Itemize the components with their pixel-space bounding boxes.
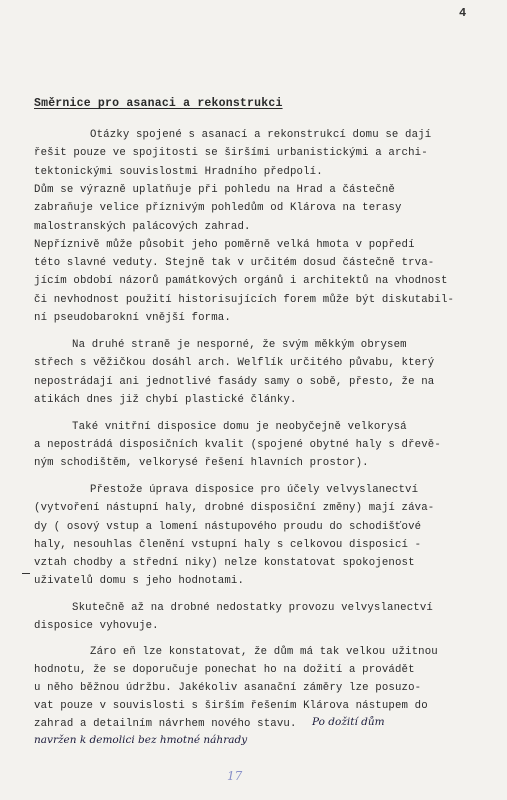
body-line: vat pouze v souvislosti s širším řešením Klárova nástupem do <box>34 700 428 712</box>
body-line: vztah chodby a střední niky) nelze konstatovat spokojenost <box>34 557 415 569</box>
body-line: uživatelů domu s jeho hodnotami. <box>34 575 245 587</box>
body-line: Přestože úprava disposice pro účely velvyslanectví <box>90 484 419 496</box>
body-line: hodnotu, že se doporučuje ponechat ho na dožití a provádět <box>34 664 415 676</box>
body-line: Otázky spojené s asanací a rekonstrukcí domu se dají <box>90 129 432 141</box>
body-line: jícím období názorů památkových orgánů i architektů na vhodnost <box>34 275 448 287</box>
body-line: Nepříznivě může působit jeho poměrně velká hmota v popředí <box>34 239 415 251</box>
body-line: střech s věžičkou dosáhl arch. Welflík určitého půvabu, který <box>34 357 435 369</box>
handwritten-annotation-line: navržen k demolici bez hmotné náhrady <box>34 734 248 746</box>
body-line: Záro eň lze konstatovat, že dům má tak velkou užitnou <box>90 646 438 658</box>
body-line: Dům se výrazně uplatňuje při pohledu na Hrad a částečně <box>34 184 395 196</box>
body-line: řešit pouze ve spojitosti se širšími urbanistickými a archi- <box>34 147 428 159</box>
body-line: atikách dnes již chybí plastické články. <box>34 394 297 406</box>
folio-number: 17 <box>227 769 243 783</box>
body-line: (vytvoření nástupní haly, drobné disposiční změny) mají záva- <box>34 502 435 514</box>
page-number: 4 <box>459 6 467 20</box>
body-line: ným schodištěm, velkorysé řešení hlavních prostor). <box>34 457 369 469</box>
body-line: Na druhé straně je nesporné, že svým měkkým obrysem <box>72 339 407 351</box>
body-line: a nepostrádá disposičních kvalit (spojené obytné haly s dřevě- <box>34 439 441 451</box>
body-line: nepostrádají ani jednotlivé fasády samy o sobě, přesto, že na <box>34 376 435 388</box>
body-line: Skutečně až na drobné nedostatky provozu velvyslanectví <box>72 602 433 614</box>
body-line: zabraňuje velice příznivým pohledům od Klárova na terasy <box>34 202 402 214</box>
body-line: dy ( osový vstup a lomení nástupového proudu do schodišťové <box>34 521 422 533</box>
body-line: zahrad a detailním návrhem nového stavu. <box>34 718 297 730</box>
body-line: tektonickými souvislostmi Hradního předpolí. <box>34 166 323 178</box>
body-line: Také vnitřní disposice domu je neobyčejně velkorysá <box>72 421 407 433</box>
body-line: ní pseudobarokní vnější forma. <box>34 312 231 324</box>
body-line: či nevhodnost použití historisujících forem může být diskutabil- <box>34 294 455 306</box>
body-line: u něho běžnou údržbu. Jakékoliv asanační záměry lze posuzo- <box>34 682 422 694</box>
section-heading: Směrnice pro asanaci a rekonstrukci <box>34 97 283 110</box>
margin-dash <box>22 573 30 574</box>
body-line: této slavné veduty. Stejně tak v určitém dosud částečně trva- <box>34 257 435 269</box>
body-line: haly, nesouhlas členění vstupní haly s celkovou disposicí - <box>34 539 422 551</box>
body-line: malostranských palácových zahrad. <box>34 221 251 233</box>
body-line: disposice vyhovuje. <box>34 620 159 632</box>
handwritten-annotation-line: Po dožití dům <box>312 716 385 728</box>
